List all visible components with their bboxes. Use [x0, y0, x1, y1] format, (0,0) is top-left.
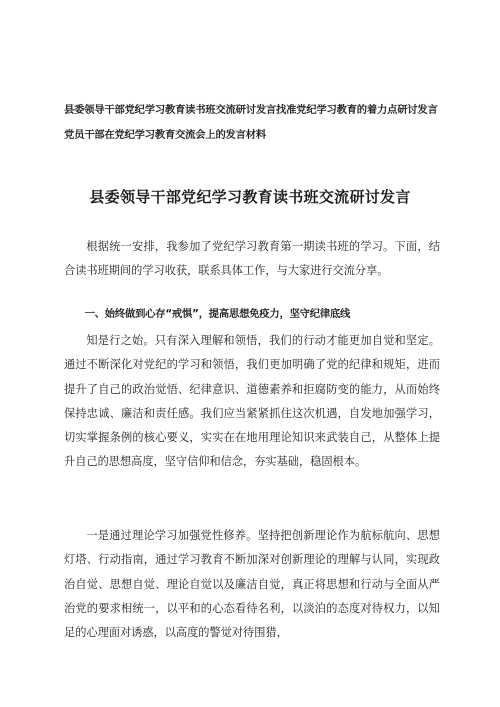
related-title-2: 党员干部在党纪学习教育交流会上的发言材料 [64, 129, 266, 141]
related-title-1: 县委领导干部党纪学习教育读书班交流研讨发言找准党纪学习教育的着力点研讨发言 [64, 104, 438, 116]
section-heading: 一、始终做到心存“戒惧”，提高思想免疫力，坚守纪律底线 [84, 308, 351, 320]
intro-paragraph: 根据统一安排，我参加了党纪学习教育第一期读书班的学习。下面，结合读书班期间的学习收获，联系具体工作，与大家进行交流分享。 [64, 240, 440, 278]
section-body-paragraph: 知是行之始。只有深入理解和领悟，我们的行动才能更加自觉和坚定。通过不断深化对党纪的学习和领悟，我们更加明确了党的纪律和规矩，进而提升了自己的政治觉悟、纪律意识、道德素养和拒腐防变的能力，从而始终保持忠诚、廉洁和责任感。我们应当紧紧抓住这次机遇，自发地加强学习，切实掌握条例的核心要义，实实在在地用理论知识来武装自己，从整体上提升自己的思想高度，坚守信仰和信念，夯实基础，稳固根本。 [64, 334, 440, 469]
section-point-paragraph: 一是通过理论学习加强党性修养。坚持把创新理论作为航标航向、思想灯塔、行动指南，通过学习教育不断加深对创新理论的理解与认同，实现政治自觉、思想自觉、理论自觉以及廉洁自觉，真正将思想和行动与全面从严治党的要求相统一，以平和的心态看待名利，以淡泊的态度对待权力，以知足的心理面对诱惑，以高度的警觉对待围猎， [64, 529, 440, 640]
document-title: 县委领导干部党纪学习教育读书班交流研讨发言 [89, 188, 411, 206]
